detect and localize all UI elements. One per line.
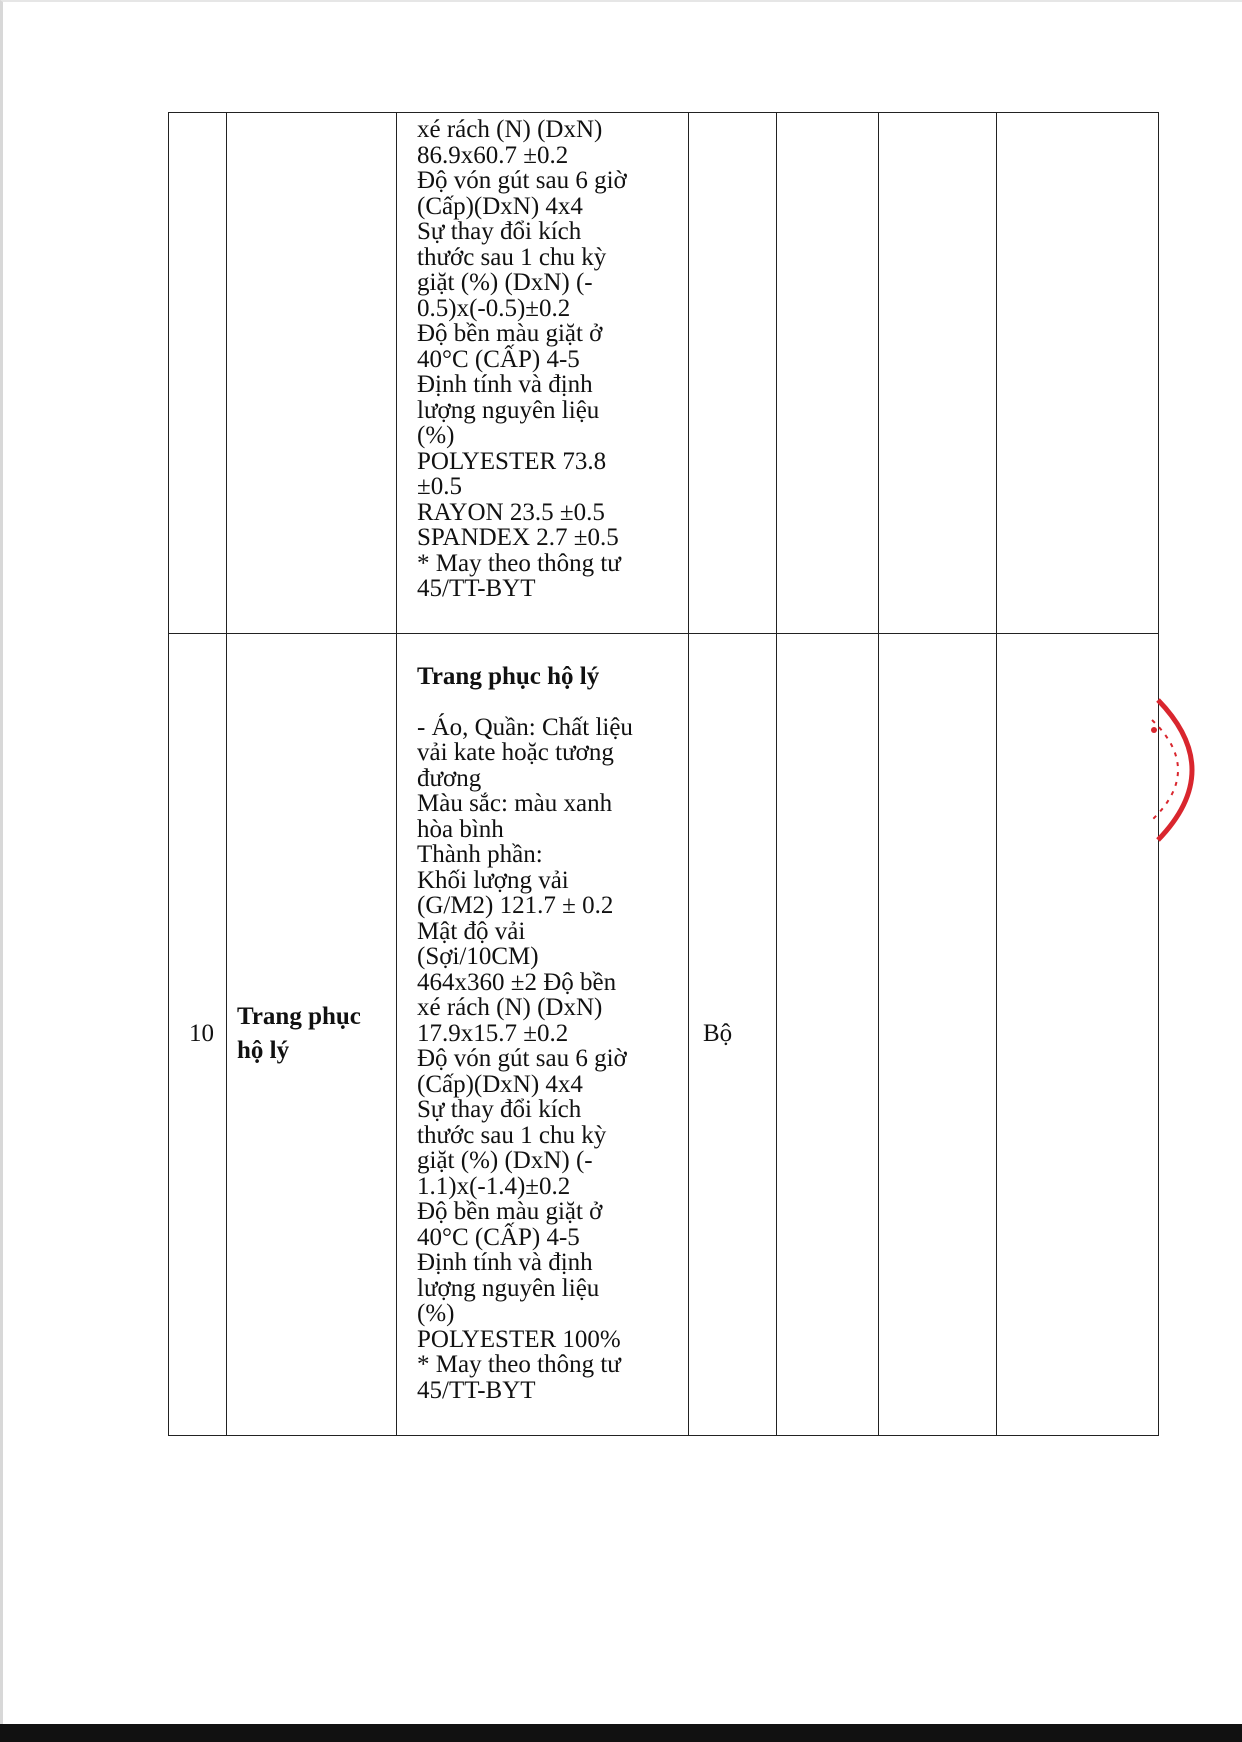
bottom-edge	[0, 1724, 1242, 1742]
cell-empty	[777, 113, 879, 634]
spec-line: ±0.5	[417, 473, 462, 500]
spec-line: (Cấp)(DxN) 4x4	[417, 192, 583, 220]
spec-title: Trang phục hộ lý	[417, 662, 600, 690]
spec-line: lượng nguyên liệu	[417, 396, 600, 424]
spec-line: Độ bền màu giặt ở	[417, 320, 603, 347]
cell-empty	[997, 634, 1159, 1436]
cell-empty	[777, 634, 879, 1436]
cell-unit	[689, 113, 777, 634]
cell-no	[169, 634, 227, 1436]
spec-line: 1.1)x(-1.4)±0.2	[417, 1172, 571, 1200]
spec-line: Sự thay đổi kích	[417, 218, 582, 245]
cell-spec	[397, 113, 689, 634]
spec-line: giặt (%) (DxN) (-	[417, 269, 593, 296]
spec-line: Sự thay đổi kích	[417, 1096, 582, 1123]
spec-line: RAYON 23.5 ±0.5	[417, 498, 605, 526]
spec-line: 464x360 ±2 Độ bền	[417, 968, 617, 996]
spec-line: (%)	[417, 1300, 455, 1327]
spec-line: * May theo thông tư	[417, 549, 621, 577]
spec-line: Định tính và định	[417, 371, 593, 398]
spec-line: Độ bền màu giặt ở	[417, 1198, 603, 1225]
spec-line: POLYESTER 73.8	[417, 447, 607, 475]
cell-empty	[879, 113, 997, 634]
spec-line: lượng nguyên liệu	[417, 1274, 600, 1302]
spec-text	[397, 113, 688, 608]
spec-line: đương	[417, 764, 482, 792]
spec-line: Độ vón gút sau 6 giờ	[417, 167, 627, 194]
spec-line: Màu sắc: màu xanh	[417, 790, 613, 817]
item-unit: Bộ	[703, 1020, 733, 1048]
spec-line: Định tính và định	[417, 1249, 593, 1276]
cell-name	[227, 634, 397, 1436]
spec-line: giặt (%) (DxN) (-	[417, 1147, 593, 1174]
spec-line: Mật độ vải	[417, 917, 526, 945]
cell-empty	[997, 113, 1159, 634]
spec-line: 86.9x60.7 ±0.2	[417, 141, 569, 169]
spec-line: 40°C (CẤP) 4-5	[417, 1223, 580, 1251]
spec-table	[168, 112, 1159, 1436]
spec-line: Thành phần:	[417, 841, 543, 868]
spec-line: 40°C (CẤP) 4-5	[417, 345, 580, 373]
spec-text	[397, 634, 688, 1435]
spec-line: 45/TT-BYT	[417, 575, 536, 602]
spec-line: thước sau 1 chu kỳ	[417, 1121, 607, 1149]
spec-line: xé rách (N) (DxN)	[417, 116, 603, 143]
spec-line: * May theo thông tư	[417, 1351, 621, 1378]
cell-unit	[689, 634, 777, 1436]
cell-name	[227, 113, 397, 634]
spec-line: xé rách (N) (DxN)	[417, 994, 603, 1021]
spec-line: (%)	[417, 422, 455, 449]
spec-line: (Cấp)(DxN) 4x4	[417, 1070, 583, 1098]
spec-line: 17.9x15.7 ±0.2	[417, 1019, 569, 1047]
spec-line: vải kate hoặc tương	[417, 739, 614, 766]
table-row	[169, 113, 1159, 634]
spec-line: Khối lượng vải	[417, 866, 569, 894]
cell-spec	[397, 634, 689, 1436]
spec-line: hòa bình	[417, 815, 504, 843]
spec-line: POLYESTER 100%	[417, 1325, 621, 1353]
cell-no	[169, 113, 227, 634]
item-name: Trang phục hộ lý	[237, 1003, 361, 1065]
cell-empty	[879, 634, 997, 1436]
table-row	[169, 634, 1159, 1436]
spec-line: thước sau 1 chu kỳ	[417, 243, 607, 271]
spec-line: Độ vón gút sau 6 giờ	[417, 1045, 627, 1072]
red-stamp-fragment	[1148, 690, 1228, 850]
spec-line: 0.5)x(-0.5)±0.2	[417, 294, 571, 322]
spec-line: 45/TT-BYT	[417, 1376, 536, 1404]
spec-line: SPANDEX 2.7 ±0.5	[417, 524, 619, 551]
item-number: 10	[189, 1020, 214, 1048]
spec-line: - Áo, Quần: Chất liệu	[417, 713, 633, 741]
spec-line: (Sợi/10CM)	[417, 943, 539, 970]
spec-line: (G/M2) 121.7 ± 0.2	[417, 892, 614, 919]
